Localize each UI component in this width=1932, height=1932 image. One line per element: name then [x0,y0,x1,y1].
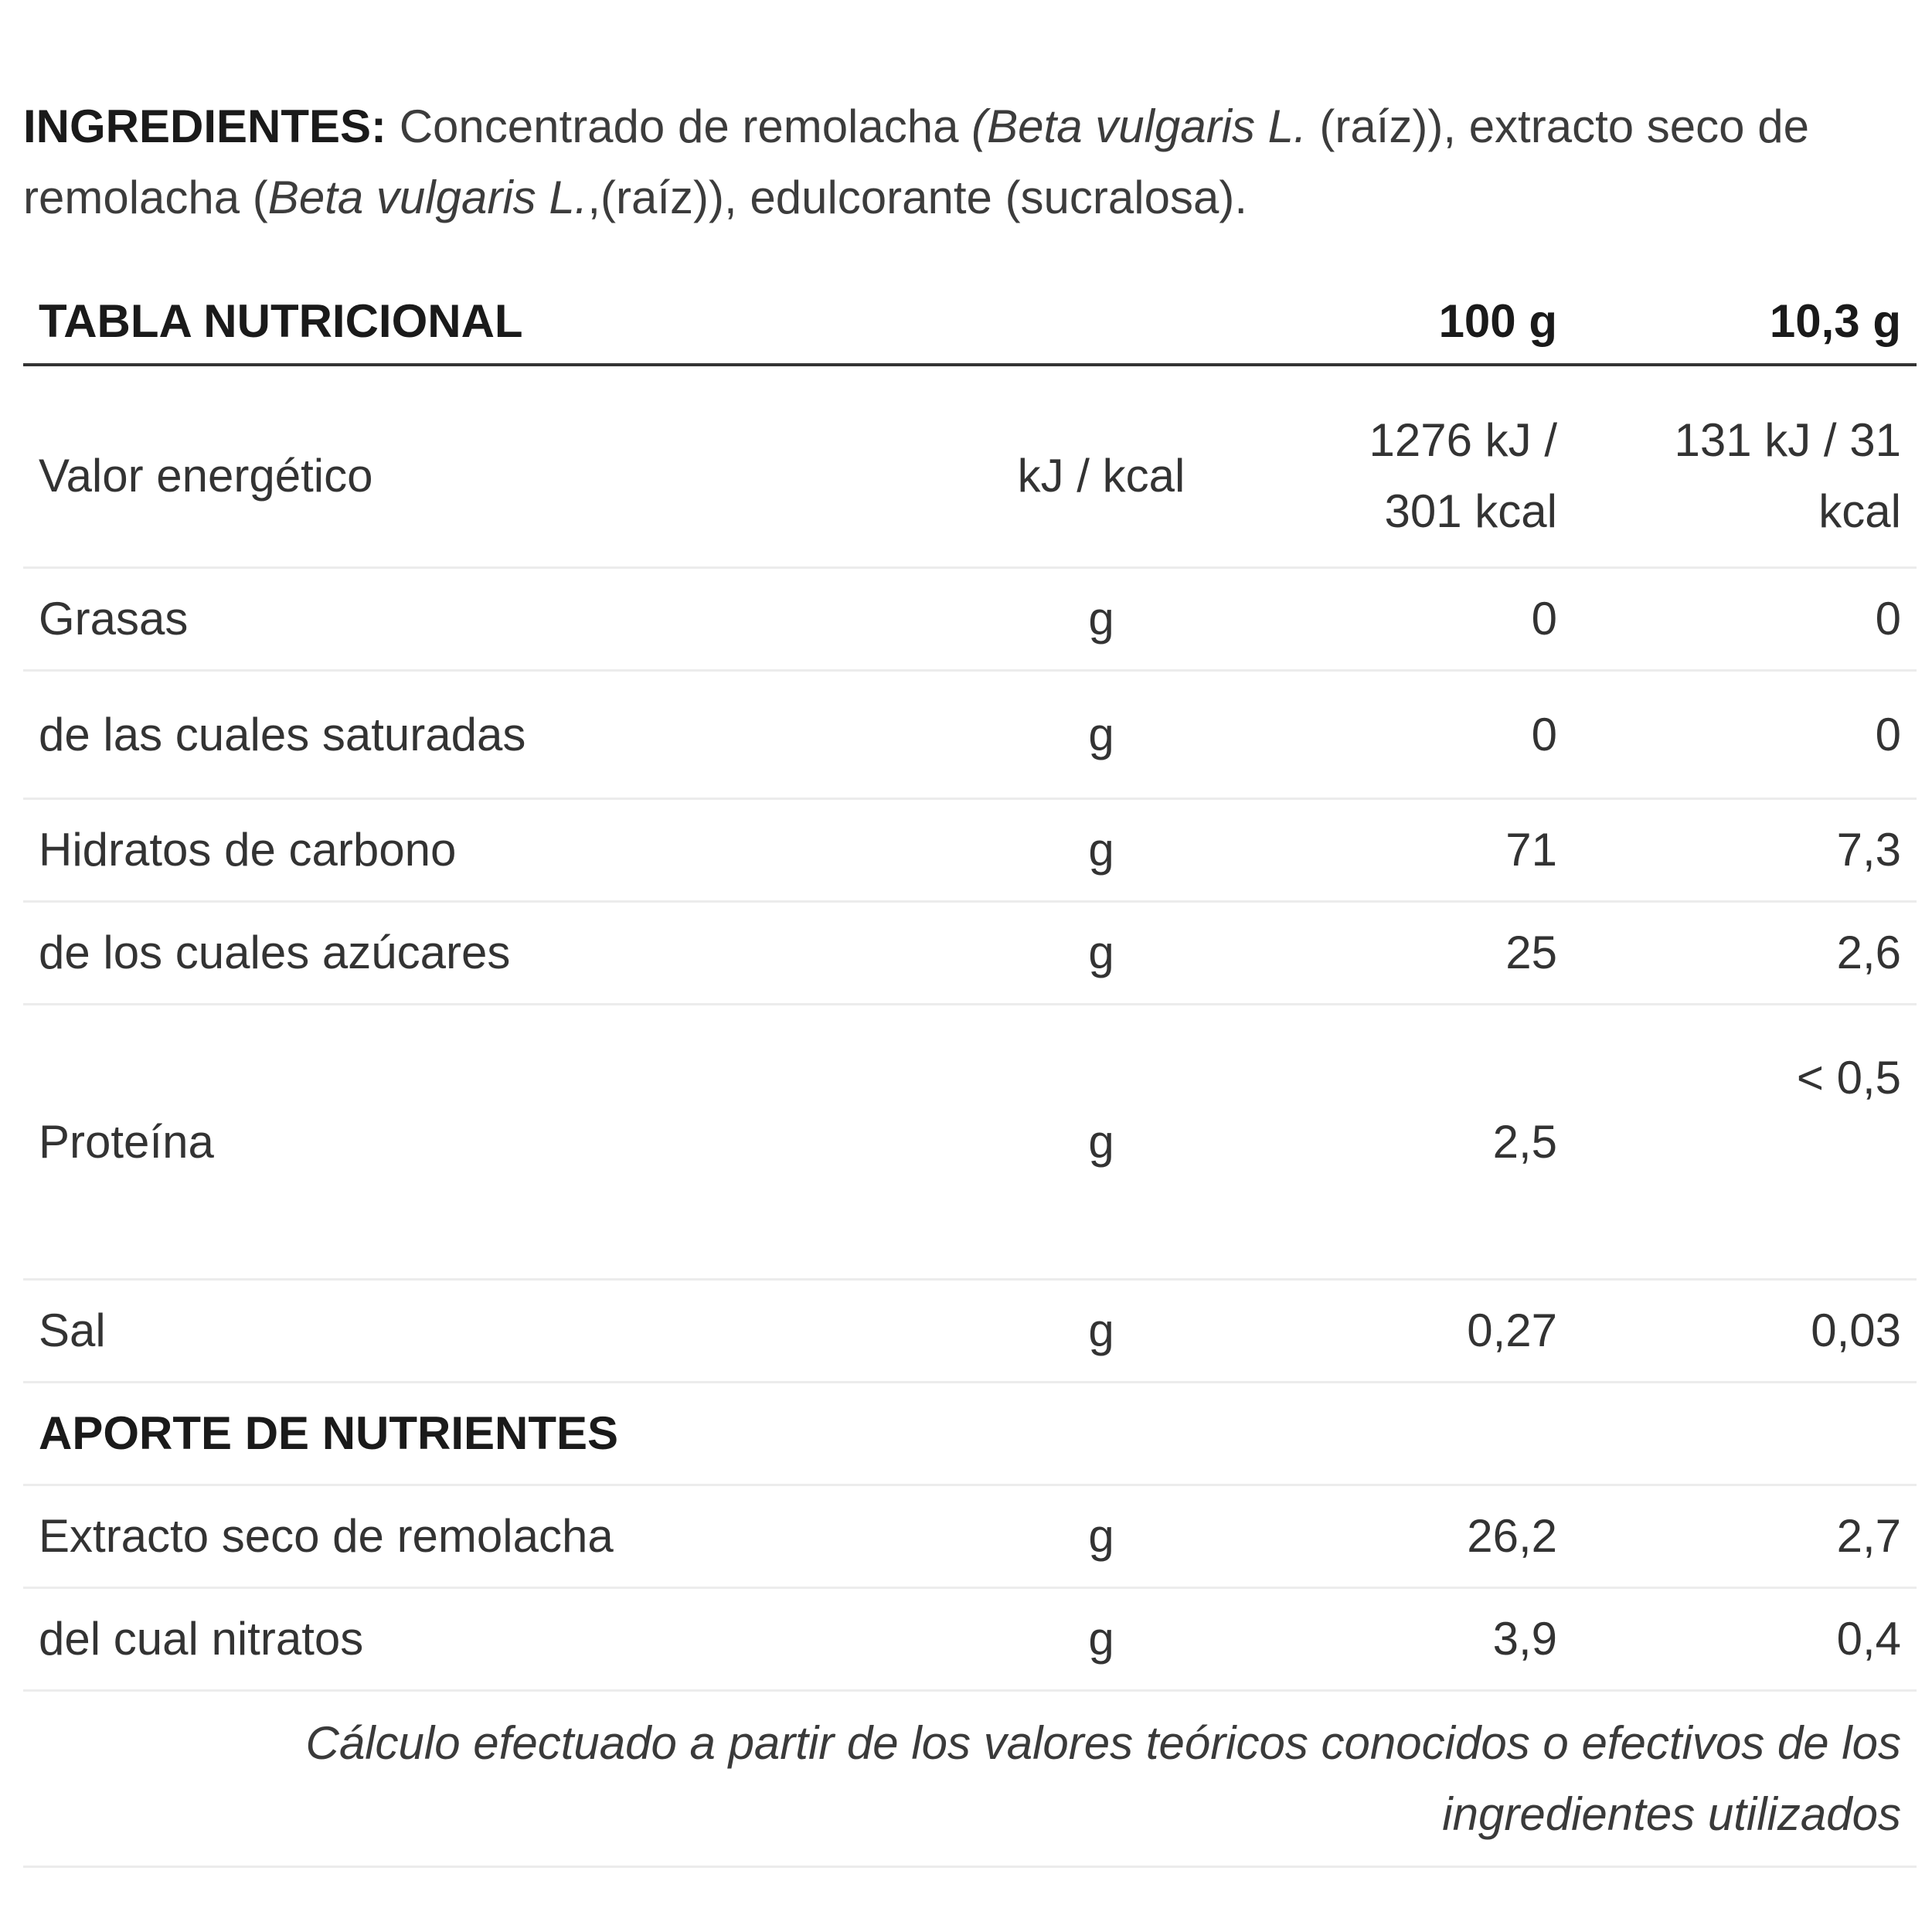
footnote-text: Cálculo efectuado a partir de los valores teóricos conocidos o efectivos de los ingredientes utilizados [23,1691,1917,1867]
row-unit: kJ / kcal [939,365,1264,568]
row-value-serving: 0,03 [1573,1280,1917,1383]
row-value-serving: 2,7 [1573,1485,1917,1588]
ingredients-species-2: Beta vulgaris L. [267,172,588,223]
row-value-serving: 131 kJ / 31 kcal [1573,365,1917,568]
table-row-saturated [23,671,1917,799]
row-value-100g: 0 [1264,671,1573,799]
row-value-100g: 0 [1264,568,1573,671]
row-label: de las cuales saturadas [23,671,939,799]
row-unit: g [939,1588,1264,1691]
row-label: de los cuales azúcares [23,902,939,1005]
table-row-nitrates [23,1588,1917,1691]
row-value-100g: 71 [1264,799,1573,902]
row-value-100g: 0,27 [1264,1280,1573,1383]
row-label: Valor energético [23,365,939,568]
section-header-row [23,1383,1917,1485]
row-value-serving: 7,3 [1573,799,1917,902]
row-value-serving: 0,4 [1573,1588,1917,1691]
row-label: Sal [23,1280,939,1383]
row-unit: g [939,671,1264,799]
per-100g-column-header: 100 g [1264,278,1573,365]
row-value-serving: 0 [1573,568,1917,671]
row-unit: g [939,799,1264,902]
ingredients-text-1: Concentrado de remolacha [386,100,972,152]
row-value-100g: 1276 kJ / 301 kcal [1264,365,1573,568]
row-label: Grasas [23,568,939,671]
row-label: Hidratos de carbono [23,799,939,902]
table-row-energy [23,365,1917,568]
row-unit: g [939,1280,1264,1383]
ingredients-paragraph [23,91,1909,233]
row-value-100g: 3,9 [1264,1588,1573,1691]
row-value-serving: < 0,5 [1573,1005,1917,1280]
table-row-beet-extract [23,1485,1917,1588]
ingredients-text-3: ,(raíz)), edulcorante (sucralosa). [587,172,1247,223]
row-unit: g [939,1485,1264,1588]
row-unit: g [939,568,1264,671]
table-title: TABLA NUTRICIONAL [23,278,939,365]
table-row-sugars [23,902,1917,1005]
table-row-carbohydrates [23,799,1917,902]
table-header-row [23,278,1917,365]
per-serving-column-header: 10,3 g [1573,278,1917,365]
row-value-100g: 2,5 [1264,1005,1573,1280]
ingredients-text-2: (raíz)), extracto seco de remolacha ( [23,100,1809,223]
footnote-row [23,1691,1917,1867]
ingredients-species-1: (Beta vulgaris L. [971,100,1307,152]
unit-column-header [939,278,1264,365]
nutrition-table [23,278,1917,1868]
row-label: Proteína [23,1005,939,1280]
row-value-serving: 2,6 [1573,902,1917,1005]
row-unit: g [939,902,1264,1005]
row-value-100g: 25 [1264,902,1573,1005]
table-row-fat [23,568,1917,671]
table-row-protein [23,1005,1917,1280]
row-unit: g [939,1005,1264,1280]
row-label: del cual nitratos [23,1588,939,1691]
row-value-serving: 0 [1573,671,1917,799]
ingredients-label: INGREDIENTES: [23,100,387,152]
row-label: Extracto seco de remolacha [23,1485,939,1588]
section-title: APORTE DE NUTRIENTES [23,1383,1917,1485]
row-value-100g: 26,2 [1264,1485,1573,1588]
table-row-salt [23,1280,1917,1383]
